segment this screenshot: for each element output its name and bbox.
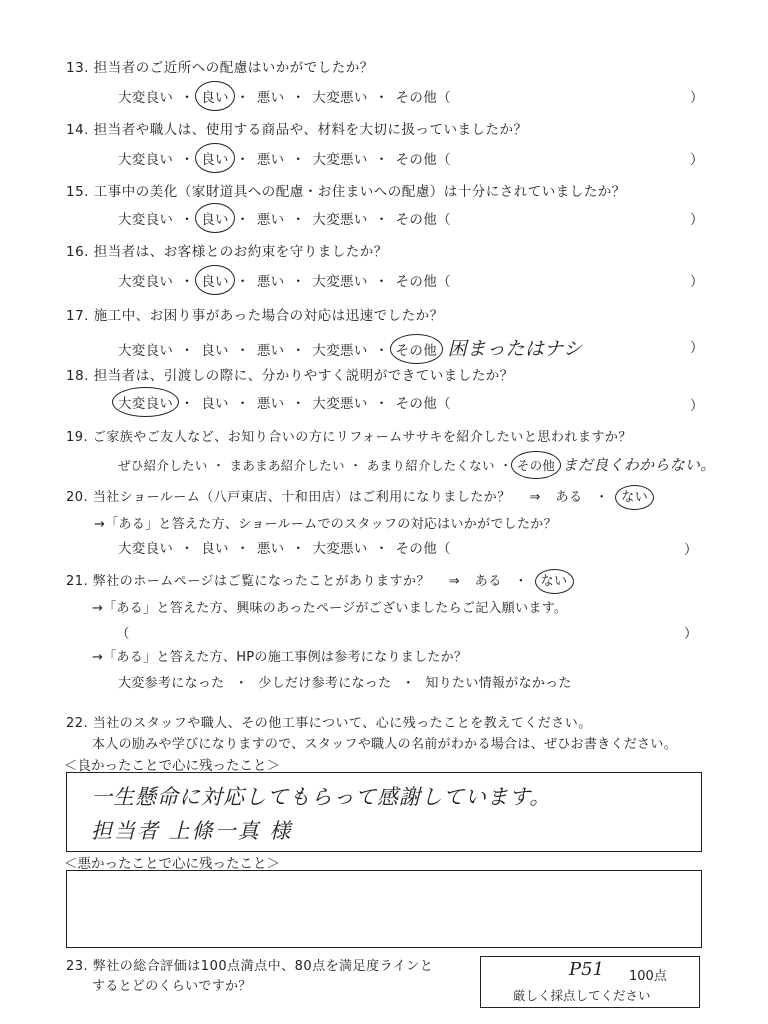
question-14: 14. 担当者や職人は、使用する商品や、材料を大切に扱っていましたか？ bbox=[66, 122, 528, 138]
close-paren: ） bbox=[690, 398, 704, 414]
good-memory-line-2: 担当者 上條一真 様 bbox=[91, 819, 293, 843]
question-17: 17. 施工中、お困り事があった場合の対応は迅速でしたか？ bbox=[66, 308, 444, 324]
option-good[interactable]: 良い bbox=[201, 343, 229, 359]
close-paren: ） bbox=[690, 212, 704, 228]
question-20: 20. 当社ショールーム（八戸東店、十和田店）はご利用になりましたか？ ⇒ ある ・ ない bbox=[66, 490, 649, 505]
option-very-bad[interactable]: 大変悪い bbox=[312, 152, 368, 168]
option-other[interactable]: その他（ bbox=[395, 152, 451, 168]
close-paren: ） bbox=[684, 542, 698, 558]
question-23-line-2: するとどのくらいですか？ bbox=[92, 979, 252, 994]
option-definitely-recommend[interactable]: ぜひ紹介したい bbox=[118, 458, 208, 473]
option-no-circled[interactable]: ない bbox=[540, 574, 568, 589]
good-memory-line-1: 一生懸命に対応してもらって感謝しています。 bbox=[91, 785, 552, 809]
option-bad[interactable]: 悪い bbox=[256, 343, 285, 359]
close-paren: ） bbox=[690, 90, 704, 106]
arrow-icon: ⇒ bbox=[529, 490, 541, 505]
close-paren: ） bbox=[690, 340, 704, 356]
q21-subquestion-2: →「ある」と答えた方、HPの施工事例は参考になりましたか？ bbox=[92, 650, 468, 665]
option-good-circled[interactable]: 良い bbox=[201, 270, 229, 290]
option-bad[interactable]: 悪い bbox=[256, 152, 285, 168]
option-no-info[interactable]: 知りたい情報がなかった bbox=[425, 676, 572, 691]
option-yes[interactable]: ある bbox=[474, 574, 502, 589]
score-note: 厳しく採点してください bbox=[513, 988, 651, 1003]
question-16: 16. 担当者は、お客様とのお約束を守りましたか？ bbox=[66, 244, 388, 260]
q21-options: 大変参考になった ・ 少しだけ参考になった ・ 知りたい情報がなかった bbox=[118, 672, 572, 691]
q21-subquestion-1: →「ある」と答えた方、興味のあったページがございましたらご記入願います。 bbox=[92, 601, 568, 616]
bad-memory-box[interactable] bbox=[66, 870, 702, 948]
option-very-helpful[interactable]: 大変参考になった bbox=[118, 676, 225, 691]
good-memory-label: ＜良かったことで心に残ったこと＞ bbox=[64, 758, 280, 774]
option-very-bad[interactable]: 大変悪い bbox=[312, 541, 368, 557]
option-other[interactable]: その他（ bbox=[395, 212, 451, 228]
question-22-note: 本人の励みや学びになりますので、スタッフや職人の名前がわかる場合は、ぜひお書きください。 bbox=[92, 737, 677, 752]
option-not-recommend[interactable]: あまり紹介したくない bbox=[366, 458, 495, 473]
option-good-circled[interactable]: 良い bbox=[201, 86, 229, 106]
score-box[interactable] bbox=[480, 956, 700, 1008]
q18-options: 大変良い ・ 良い ・ 悪い ・ 大変悪い ・ その他（ bbox=[118, 392, 451, 412]
q20-options: 大変良い ・ 良い ・ 悪い ・ 大変悪い ・ その他（ bbox=[118, 537, 451, 557]
option-very-good[interactable]: 大変良い bbox=[118, 343, 174, 359]
option-good-circled[interactable]: 良い bbox=[201, 148, 229, 168]
q13-options: 大変良い ・ 良い ・ 悪い ・ 大変悪い ・ その他（ bbox=[118, 86, 451, 106]
question-22: 22. 当社のスタッフや職人、その他工事について、心に残ったことを教えてください。 bbox=[66, 716, 592, 731]
option-good-circled[interactable]: 良い bbox=[201, 208, 229, 228]
q20-subquestion: →「ある」と答えた方、ショールームでのスタッフの対応はいかがでしたか？ bbox=[94, 517, 557, 532]
option-somewhat-recommend[interactable]: まあまあ紹介したい bbox=[229, 458, 345, 473]
q19-handwritten-note: まだ良くわからない。 bbox=[562, 456, 716, 474]
option-bad[interactable]: 悪い bbox=[256, 396, 285, 412]
option-very-good[interactable]: 大変良い bbox=[118, 152, 174, 168]
option-good[interactable]: 良い bbox=[201, 396, 229, 412]
option-bad[interactable]: 悪い bbox=[256, 541, 285, 557]
option-other[interactable]: その他（ bbox=[395, 274, 451, 290]
option-bad[interactable]: 悪い bbox=[256, 90, 285, 106]
option-good[interactable]: 良い bbox=[201, 541, 229, 557]
option-bad[interactable]: 悪い bbox=[256, 212, 285, 228]
option-very-bad[interactable]: 大変悪い bbox=[312, 212, 368, 228]
option-very-good[interactable]: 大変良い bbox=[118, 90, 174, 106]
option-very-bad[interactable]: 大変悪い bbox=[312, 343, 368, 359]
question-21: 21. 弊社のホームページはご覧になったことがありますか？ ⇒ ある ・ ない bbox=[66, 574, 568, 589]
q19-options: ぜひ紹介したい ・ まあまあ紹介したい ・ あまり紹介したくない ・ その他 まだ良くわからない。 bbox=[118, 456, 716, 474]
option-no-circled[interactable]: ない bbox=[621, 490, 649, 505]
q15-options: 大変良い ・ 良い ・ 悪い ・ 大変悪い ・ その他（ bbox=[118, 208, 451, 228]
q14-options: 大変良い ・ 良い ・ 悪い ・ 大変悪い ・ その他（ bbox=[118, 148, 451, 168]
question-18: 18. 担当者は、引渡しの際に、分かりやすく説明ができていましたか？ bbox=[66, 368, 514, 384]
good-memory-box[interactable] bbox=[66, 772, 702, 852]
q17-options: 大変良い ・ 良い ・ 悪い ・ 大変悪い ・ その他 困まったはナシ bbox=[118, 338, 583, 360]
option-other-circled[interactable]: その他 bbox=[516, 458, 556, 473]
option-very-bad[interactable]: 大変悪い bbox=[312, 396, 368, 412]
q17-handwritten-note: 困まったはナシ bbox=[447, 338, 583, 360]
option-very-good[interactable]: 大変良い bbox=[118, 541, 174, 557]
option-very-good[interactable]: 大変良い bbox=[118, 212, 174, 228]
option-bad[interactable]: 悪い bbox=[256, 274, 285, 290]
option-slightly-helpful[interactable]: 少しだけ参考になった bbox=[258, 676, 392, 691]
option-very-good-circled[interactable]: 大変良い bbox=[118, 392, 173, 412]
question-19: 19. ご家族やご友人など、お知り合いの方にリフォームササキを紹介したいと思われますか？ bbox=[66, 430, 632, 445]
option-other[interactable]: その他（ bbox=[395, 396, 451, 412]
option-very-bad[interactable]: 大変悪い bbox=[312, 90, 368, 106]
question-13: 13. 担当者のご近所への配慮はいかがでしたか？ bbox=[66, 60, 374, 76]
close-paren: ） bbox=[690, 274, 704, 290]
question-23: 23. 弊社の総合評価は100点満点中、80点を満足度ラインと bbox=[66, 959, 434, 974]
open-paren: （ bbox=[116, 626, 130, 642]
option-other[interactable]: その他（ bbox=[395, 541, 451, 557]
close-paren: ） bbox=[690, 152, 704, 168]
arrow-icon: ⇒ bbox=[448, 574, 461, 589]
score-unit: 100点 bbox=[629, 969, 667, 984]
option-other[interactable]: その他（ bbox=[395, 90, 451, 106]
option-other-circled[interactable]: その他 bbox=[396, 339, 437, 359]
option-yes[interactable]: ある bbox=[555, 490, 583, 505]
option-very-bad[interactable]: 大変悪い bbox=[312, 274, 368, 290]
score-handwritten: P51 bbox=[569, 959, 605, 980]
q16-options: 大変良い ・ 良い ・ 悪い ・ 大変悪い ・ その他（ bbox=[118, 270, 451, 290]
bad-memory-label: ＜悪かったことで心に残ったこと＞ bbox=[64, 856, 280, 872]
close-paren: ） bbox=[684, 626, 698, 642]
question-15: 15. 工事中の美化（家財道具への配慮・お住まいへの配慮）は十分にされていましたか？ bbox=[66, 184, 626, 200]
option-very-good[interactable]: 大変良い bbox=[118, 274, 174, 290]
